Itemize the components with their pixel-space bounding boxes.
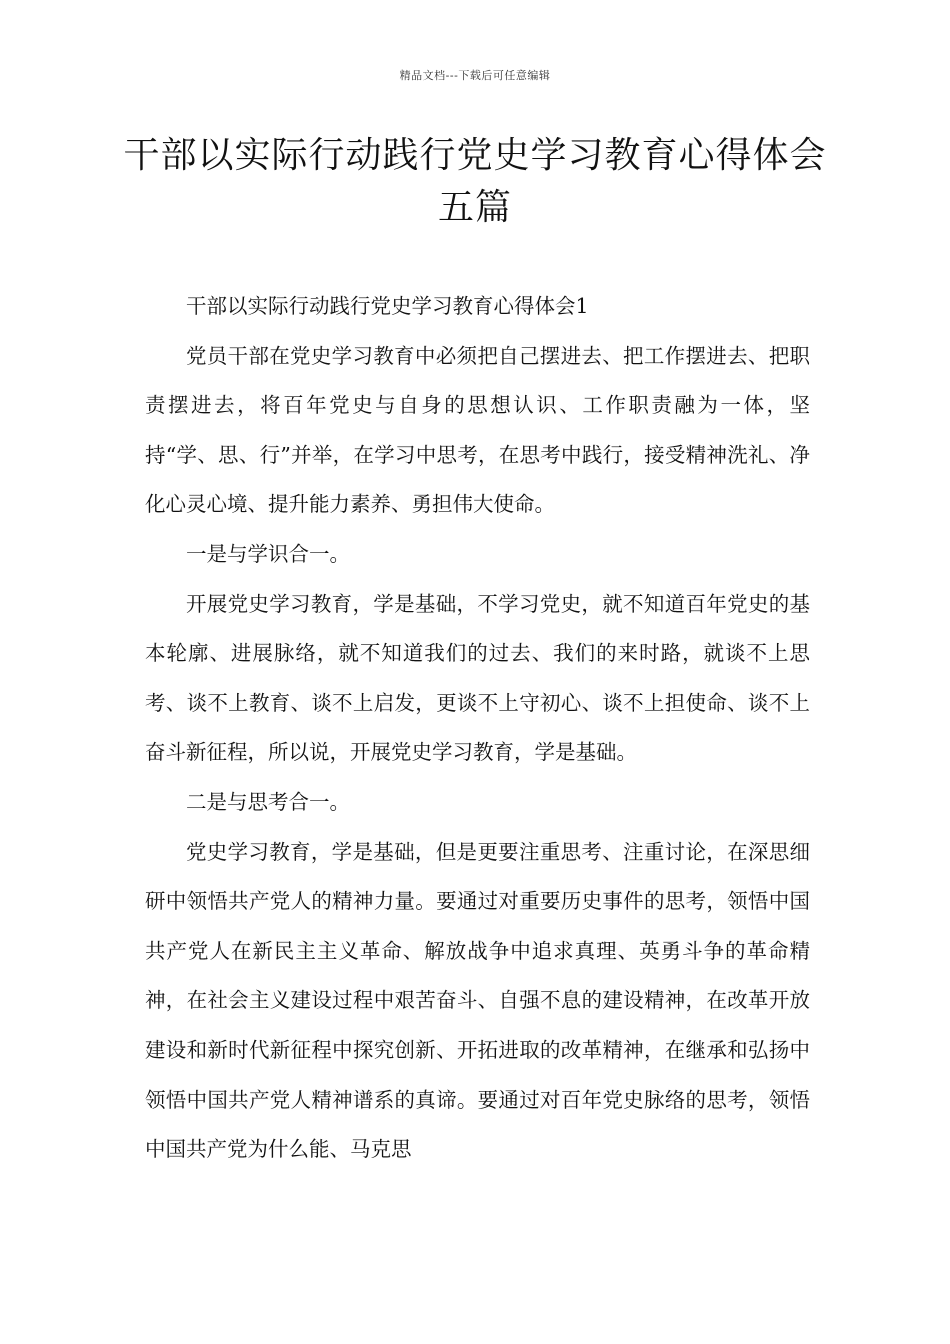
section-point-heading: 一是与学识合一。 xyxy=(186,541,350,566)
body-paragraph: 开展党史学习教育，学是基础，不学习党史，就不知道百年党史的基本轮廓、进展脉络，就不知道我们的过去、我们的来时路，就谈不上思考、谈不上教育、谈不上启发，更谈不上守初心、谈不上担使命、谈不上奋斗新征程，所以说，开展党史学习教育，学是基础。 xyxy=(145,591,810,765)
document-title: 干部以实际行动践行党史学习教育心得体会五篇 xyxy=(123,135,827,228)
body-paragraph: 党员干部在党史学习教育中必须把自己摆进去、把工作摆进去、把职责摆进去，将百年党史与自身的思想认识、工作职责融为一体，坚持“学、思、行”并举，在学习中思考，在思考中践行，接受精神洗礼、净化心灵心境、提升能力素养、勇担伟大使命。 xyxy=(145,343,810,517)
section-point-heading: 二是与思考合一。 xyxy=(186,789,350,814)
body-paragraph: 党史学习教育，学是基础，但是更要注重思考、注重讨论，在深思细研中领悟共产党人的精神力量。要通过对重要历史事件的思考，领悟中国共产党人在新民主主义革命、解放战争中追求真理、英勇斗争的革命精神，在社会主义建设过程中艰苦奋斗、自强不息的建设精神，在改革开放建设和新时代新征程中探究创新、开拓进取的改革精神，在继承和弘扬中领悟中国共产党人精神谱系的真谛。要通过对百年党史脉络的思考，领悟中国共产党为什么能、马克思 xyxy=(145,839,810,1162)
header-note: 精品文档---下载后可任意编辑 xyxy=(399,69,551,82)
section-heading: 干部以实际行动践行党史学习教育心得体会1 xyxy=(186,294,589,318)
document-body xyxy=(145,282,810,1175)
